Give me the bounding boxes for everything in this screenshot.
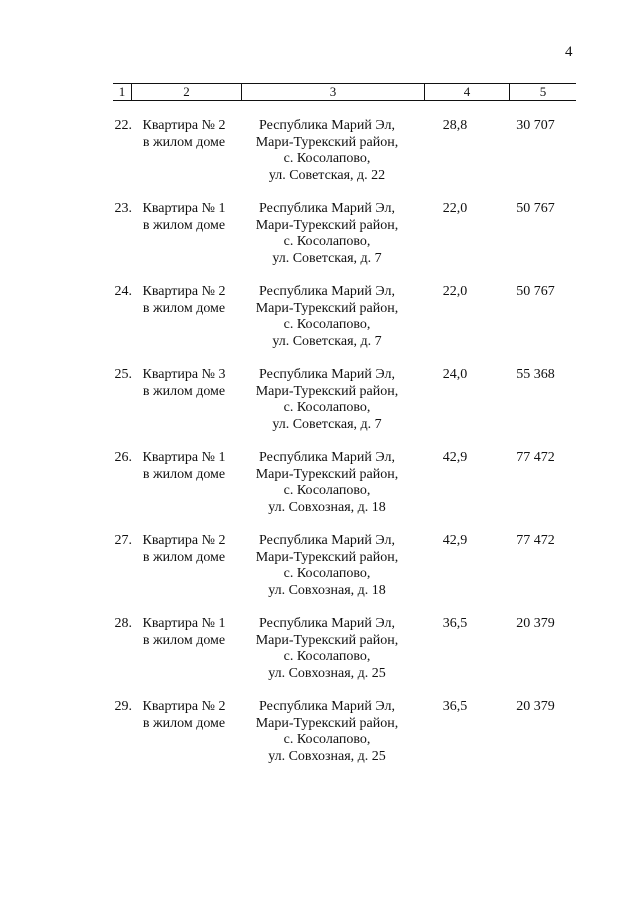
property-name [128, 699, 240, 732]
property-name [128, 533, 240, 566]
table-row [0, 118, 640, 198]
row-number: 22. [114, 118, 132, 133]
property-name-line: Квартира № 3 [142, 367, 226, 382]
address-line: Республика Марий Эл, [259, 450, 395, 465]
table-row [0, 533, 640, 613]
address-line: с. Косолапово, [283, 483, 371, 498]
property-value: 77 472 [516, 450, 555, 465]
property-name-line: в жилом доме [142, 217, 226, 233]
property-name-line: в жилом доме [142, 300, 226, 316]
address-line: с. Косолапово, [283, 400, 371, 415]
row-number: 25. [114, 367, 132, 382]
address-line: ул. Советская, д. 7 [272, 416, 382, 432]
property-name-line: в жилом доме [142, 632, 226, 648]
address-line: Мари-Турекский район, [255, 300, 399, 316]
property-area: 36,5 [442, 699, 468, 714]
property-address [245, 699, 409, 765]
property-area: 24,0 [442, 367, 468, 382]
property-name-line: в жилом доме [142, 134, 226, 150]
table-row [0, 284, 640, 364]
address-line: Республика Марий Эл, [259, 284, 395, 299]
header-col-5: 5 [539, 84, 547, 99]
address-line: Республика Марий Эл, [259, 616, 395, 631]
property-name [128, 616, 240, 649]
property-area: 36,5 [442, 616, 468, 631]
property-name-line: Квартира № 2 [142, 699, 226, 714]
property-address [245, 201, 409, 267]
address-line: Мари-Турекский район, [255, 466, 399, 482]
property-name [128, 284, 240, 317]
table-row [0, 201, 640, 281]
property-area: 42,9 [442, 450, 468, 465]
property-name-line: в жилом доме [142, 549, 226, 565]
table-row [0, 616, 640, 696]
property-address [245, 284, 409, 350]
row-number: 26. [114, 450, 132, 465]
address-line: ул. Совхозная, д. 25 [268, 748, 386, 764]
row-number: 29. [114, 699, 132, 714]
address-line: Мари-Турекский район, [255, 134, 399, 150]
property-value: 20 379 [516, 616, 555, 631]
address-line: ул. Совхозная, д. 18 [268, 499, 386, 515]
property-name-line: Квартира № 1 [142, 201, 226, 216]
table-row [0, 367, 640, 447]
address-line: Республика Марий Эл, [259, 118, 395, 133]
property-address [245, 450, 409, 516]
property-name [128, 201, 240, 234]
address-line: ул. Совхозная, д. 18 [268, 582, 386, 598]
property-name-line: в жилом доме [142, 383, 226, 399]
address-line: Мари-Турекский район, [255, 715, 399, 731]
address-line: ул. Совхозная, д. 25 [268, 665, 386, 681]
address-line: ул. Советская, д. 7 [272, 250, 382, 266]
property-value: 77 472 [516, 533, 555, 548]
row-number: 24. [114, 284, 132, 299]
address-line: Мари-Турекский район, [255, 632, 399, 648]
property-area: 28,8 [442, 118, 468, 133]
property-value: 50 767 [516, 284, 555, 299]
address-line: ул. Советская, д. 22 [268, 167, 386, 183]
property-address [245, 616, 409, 682]
address-line: с. Косолапово, [283, 649, 371, 664]
property-address [245, 367, 409, 433]
address-line: Мари-Турекский район, [255, 549, 399, 565]
address-line: с. Косолапово, [283, 732, 371, 747]
header-col-1: 1 [118, 84, 126, 99]
address-line: Республика Марий Эл, [259, 533, 395, 548]
address-line: с. Косолапово, [283, 151, 371, 166]
property-name-line: Квартира № 2 [142, 118, 226, 133]
property-value: 55 368 [516, 367, 555, 382]
address-line: Мари-Турекский район, [255, 383, 399, 399]
property-value: 30 707 [516, 118, 555, 133]
header-col-3: 3 [329, 84, 337, 99]
table-row [0, 699, 640, 779]
property-name [128, 450, 240, 483]
property-name [128, 118, 240, 151]
address-line: Республика Марий Эл, [259, 699, 395, 714]
property-name-line: Квартира № 1 [142, 450, 226, 465]
page-number: 4 [565, 44, 573, 60]
property-name-line: Квартира № 1 [142, 616, 226, 631]
row-number: 23. [114, 201, 132, 216]
table-row [0, 450, 640, 530]
property-value: 20 379 [516, 699, 555, 714]
property-name-line: Квартира № 2 [142, 284, 226, 299]
address-line: ул. Советская, д. 7 [272, 333, 382, 349]
address-line: с. Косолапово, [283, 317, 371, 332]
address-line: Республика Марий Эл, [259, 201, 395, 216]
property-area: 22,0 [442, 201, 468, 216]
property-address [245, 533, 409, 599]
header-col-2: 2 [183, 84, 190, 99]
property-name [128, 367, 240, 400]
table-header [113, 83, 576, 101]
property-area: 42,9 [442, 533, 468, 548]
address-line: с. Косолапово, [283, 234, 371, 249]
address-line: Республика Марий Эл, [259, 367, 395, 382]
property-name-line: в жилом доме [142, 715, 226, 731]
property-name-line: Квартира № 2 [142, 533, 226, 548]
property-name-line: в жилом доме [142, 466, 226, 482]
header-col-4: 4 [463, 84, 471, 99]
address-line: Мари-Турекский район, [255, 217, 399, 233]
property-address [245, 118, 409, 184]
property-value: 50 767 [516, 201, 555, 216]
property-area: 22,0 [442, 284, 468, 299]
address-line: с. Косолапово, [283, 566, 371, 581]
row-number: 28. [114, 616, 132, 631]
row-number: 27. [114, 533, 132, 548]
